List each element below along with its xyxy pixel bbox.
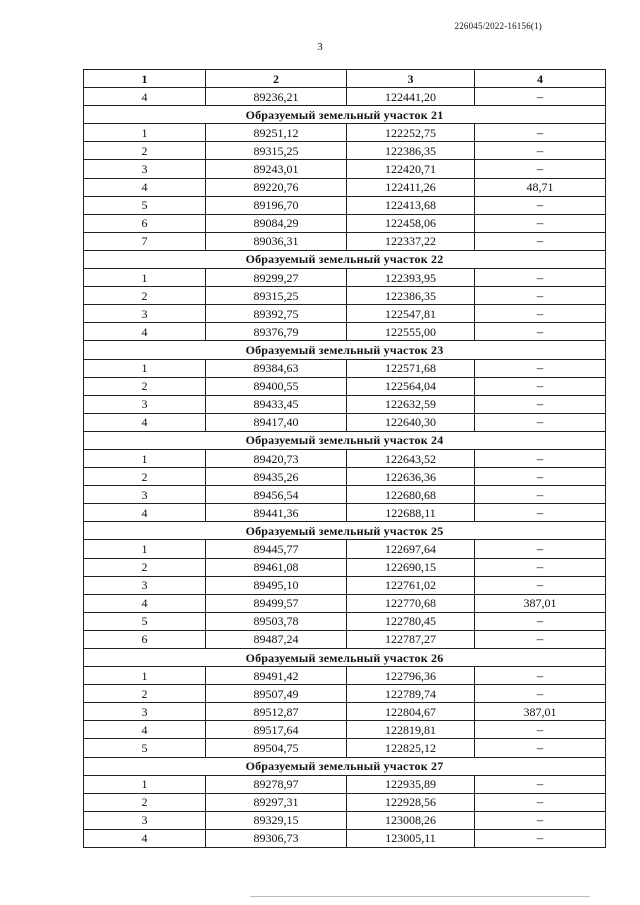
x-coordinate-cell: 89503,78 [206,612,347,630]
distance-cell: – [475,630,606,648]
x-coordinate-cell: 89512,87 [206,703,347,721]
distance-cell: – [475,540,606,558]
x-coordinate-cell: 89036,31 [206,232,347,250]
y-coordinate-cell: 122632,59 [347,395,475,413]
x-coordinate-cell: 89306,73 [206,829,347,847]
y-coordinate-cell: 122337,22 [347,232,475,250]
x-coordinate-cell: 89456,54 [206,486,347,504]
y-coordinate-cell: 122770,68 [347,594,475,612]
x-coordinate-cell: 89487,24 [206,630,347,648]
point-number-cell: 2 [84,793,206,811]
table-row [84,540,606,558]
point-number-cell: 3 [84,160,206,178]
distance-cell: – [475,413,606,431]
table-row [84,413,606,431]
distance-cell: – [475,377,606,395]
y-coordinate-cell: 122458,06 [347,214,475,232]
y-coordinate-cell: 123005,11 [347,829,475,847]
distance-cell: – [475,449,606,467]
x-coordinate-cell: 89315,25 [206,287,347,305]
distance-cell: – [475,468,606,486]
distance-cell: 387,01 [475,594,606,612]
y-coordinate-cell: 122386,35 [347,287,475,305]
header-col-distance: 4 [475,70,606,88]
x-coordinate-cell: 89433,45 [206,395,347,413]
x-coordinate-cell: 89315,25 [206,142,347,160]
distance-cell: 387,01 [475,703,606,721]
x-coordinate-cell: 89499,57 [206,594,347,612]
x-coordinate-cell: 89329,15 [206,811,347,829]
point-number-cell: 6 [84,214,206,232]
table-row [84,359,606,377]
y-coordinate-cell: 123008,26 [347,811,475,829]
section-header-row [84,649,606,667]
x-coordinate-cell: 89236,21 [206,88,347,106]
table-row [84,287,606,305]
table-row [84,630,606,648]
y-coordinate-cell: 122690,15 [347,558,475,576]
table-row [84,667,606,685]
table-row [84,703,606,721]
header-col-x: 2 [206,70,347,88]
point-number-cell: 6 [84,630,206,648]
point-number-cell: 3 [84,305,206,323]
section-header-row [84,431,606,449]
x-coordinate-cell: 89461,08 [206,558,347,576]
table-row [84,232,606,250]
header-col-point: 1 [84,70,206,88]
point-number-cell: 3 [84,486,206,504]
distance-cell: – [475,124,606,142]
x-coordinate-cell: 89299,27 [206,269,347,287]
table-row [84,142,606,160]
table-row [84,395,606,413]
table-row [84,576,606,594]
table-row [84,739,606,757]
point-number-cell: 2 [84,558,206,576]
point-number-cell: 2 [84,287,206,305]
section-header-row [84,250,606,268]
distance-cell: – [475,739,606,757]
table-row [84,88,606,106]
point-number-cell: 4 [84,413,206,431]
table-row [84,829,606,847]
y-coordinate-cell: 122761,02 [347,576,475,594]
distance-cell: – [475,287,606,305]
x-coordinate-cell: 89278,97 [206,775,347,793]
distance-cell: – [475,612,606,630]
x-coordinate-cell: 89297,31 [206,793,347,811]
section-title: Образуемый земельный участок 25 [84,522,606,540]
y-coordinate-cell: 122411,26 [347,178,475,196]
point-number-cell: 4 [84,594,206,612]
point-number-cell: 2 [84,468,206,486]
table-row [84,323,606,341]
y-coordinate-cell: 122819,81 [347,721,475,739]
point-number-cell: 4 [84,504,206,522]
y-coordinate-cell: 122935,89 [347,775,475,793]
point-number-cell: 2 [84,142,206,160]
table-row [84,178,606,196]
point-number-cell: 1 [84,449,206,467]
y-coordinate-cell: 122688,11 [347,504,475,522]
point-number-cell: 3 [84,576,206,594]
x-coordinate-cell: 89084,29 [206,214,347,232]
distance-cell: – [475,196,606,214]
distance-cell: – [475,214,606,232]
point-number-cell: 1 [84,124,206,142]
y-coordinate-cell: 122780,45 [347,612,475,630]
distance-cell: 48,71 [475,178,606,196]
point-number-cell: 3 [84,395,206,413]
distance-cell: – [475,232,606,250]
point-number-cell: 4 [84,323,206,341]
table-row [84,793,606,811]
section-title: Образуемый земельный участок 21 [84,106,606,124]
section-header-row [84,341,606,359]
footer-divider [250,896,590,897]
distance-cell: – [475,721,606,739]
x-coordinate-cell: 89435,26 [206,468,347,486]
distance-cell: – [475,359,606,377]
distance-cell: – [475,558,606,576]
distance-cell: – [475,160,606,178]
y-coordinate-cell: 122804,67 [347,703,475,721]
x-coordinate-cell: 89417,40 [206,413,347,431]
y-coordinate-cell: 122697,64 [347,540,475,558]
x-coordinate-cell: 89384,63 [206,359,347,377]
distance-cell: – [475,504,606,522]
table-row [84,558,606,576]
point-number-cell: 3 [84,703,206,721]
y-coordinate-cell: 122386,35 [347,142,475,160]
x-coordinate-cell: 89420,73 [206,449,347,467]
x-coordinate-cell: 89445,77 [206,540,347,558]
section-title: Образуемый земельный участок 26 [84,649,606,667]
table-row [84,504,606,522]
header-col-y: 3 [347,70,475,88]
point-number-cell: 2 [84,377,206,395]
table-row [84,160,606,178]
distance-cell: – [475,793,606,811]
section-header-row [84,522,606,540]
distance-cell: – [475,486,606,504]
y-coordinate-cell: 122825,12 [347,739,475,757]
point-number-cell: 5 [84,612,206,630]
point-number-cell: 4 [84,829,206,847]
distance-cell: – [475,829,606,847]
distance-cell: – [475,305,606,323]
distance-cell: – [475,269,606,287]
x-coordinate-cell: 89491,42 [206,667,347,685]
x-coordinate-cell: 89517,64 [206,721,347,739]
x-coordinate-cell: 89220,76 [206,178,347,196]
x-coordinate-cell: 89441,36 [206,504,347,522]
table-row [84,196,606,214]
y-coordinate-cell: 122413,68 [347,196,475,214]
point-number-cell: 1 [84,269,206,287]
distance-cell: – [475,775,606,793]
page-number: 3 [317,41,323,53]
table-body [84,88,606,848]
table-row [84,594,606,612]
table-row [84,721,606,739]
table-row [84,377,606,395]
x-coordinate-cell: 89251,12 [206,124,347,142]
point-number-cell: 1 [84,667,206,685]
y-coordinate-cell: 122252,75 [347,124,475,142]
table-row [84,468,606,486]
distance-cell: – [475,811,606,829]
section-title: Образуемый земельный участок 23 [84,341,606,359]
x-coordinate-cell: 89392,75 [206,305,347,323]
y-coordinate-cell: 122441,20 [347,88,475,106]
table-row [84,775,606,793]
distance-cell: – [475,88,606,106]
table-row [84,124,606,142]
y-coordinate-cell: 122420,71 [347,160,475,178]
y-coordinate-cell: 122680,68 [347,486,475,504]
section-title: Образуемый земельный участок 22 [84,250,606,268]
y-coordinate-cell: 122796,36 [347,667,475,685]
table-header-row [84,70,606,88]
x-coordinate-cell: 89507,49 [206,685,347,703]
point-number-cell: 5 [84,196,206,214]
table-row [84,811,606,829]
point-number-cell: 1 [84,775,206,793]
y-coordinate-cell: 122564,04 [347,377,475,395]
x-coordinate-cell: 89504,75 [206,739,347,757]
distance-cell: – [475,576,606,594]
point-number-cell: 4 [84,88,206,106]
table-row [84,612,606,630]
y-coordinate-cell: 122636,36 [347,468,475,486]
table-row [84,685,606,703]
y-coordinate-cell: 122928,56 [347,793,475,811]
point-number-cell: 2 [84,685,206,703]
document-id: 226045/2022-16156(1) [454,21,542,31]
table-row [84,305,606,323]
point-number-cell: 4 [84,721,206,739]
table-row [84,486,606,504]
x-coordinate-cell: 89400,55 [206,377,347,395]
distance-cell: – [475,142,606,160]
y-coordinate-cell: 122547,81 [347,305,475,323]
point-number-cell: 5 [84,739,206,757]
point-number-cell: 1 [84,540,206,558]
point-number-cell: 4 [84,178,206,196]
distance-cell: – [475,323,606,341]
table-row [84,449,606,467]
section-header-row [84,106,606,124]
y-coordinate-cell: 122555,00 [347,323,475,341]
distance-cell: – [475,667,606,685]
x-coordinate-cell: 89243,01 [206,160,347,178]
y-coordinate-cell: 122393,95 [347,269,475,287]
y-coordinate-cell: 122789,74 [347,685,475,703]
x-coordinate-cell: 89196,70 [206,196,347,214]
point-number-cell: 3 [84,811,206,829]
y-coordinate-cell: 122787,27 [347,630,475,648]
y-coordinate-cell: 122643,52 [347,449,475,467]
x-coordinate-cell: 89376,79 [206,323,347,341]
point-number-cell: 1 [84,359,206,377]
distance-cell: – [475,685,606,703]
x-coordinate-cell: 89495,10 [206,576,347,594]
table-row [84,214,606,232]
section-title: Образуемый земельный участок 24 [84,431,606,449]
coordinates-table [83,69,606,848]
table-row [84,269,606,287]
section-header-row [84,757,606,775]
section-title: Образуемый земельный участок 27 [84,757,606,775]
distance-cell: – [475,395,606,413]
y-coordinate-cell: 122571,68 [347,359,475,377]
y-coordinate-cell: 122640,30 [347,413,475,431]
point-number-cell: 7 [84,232,206,250]
